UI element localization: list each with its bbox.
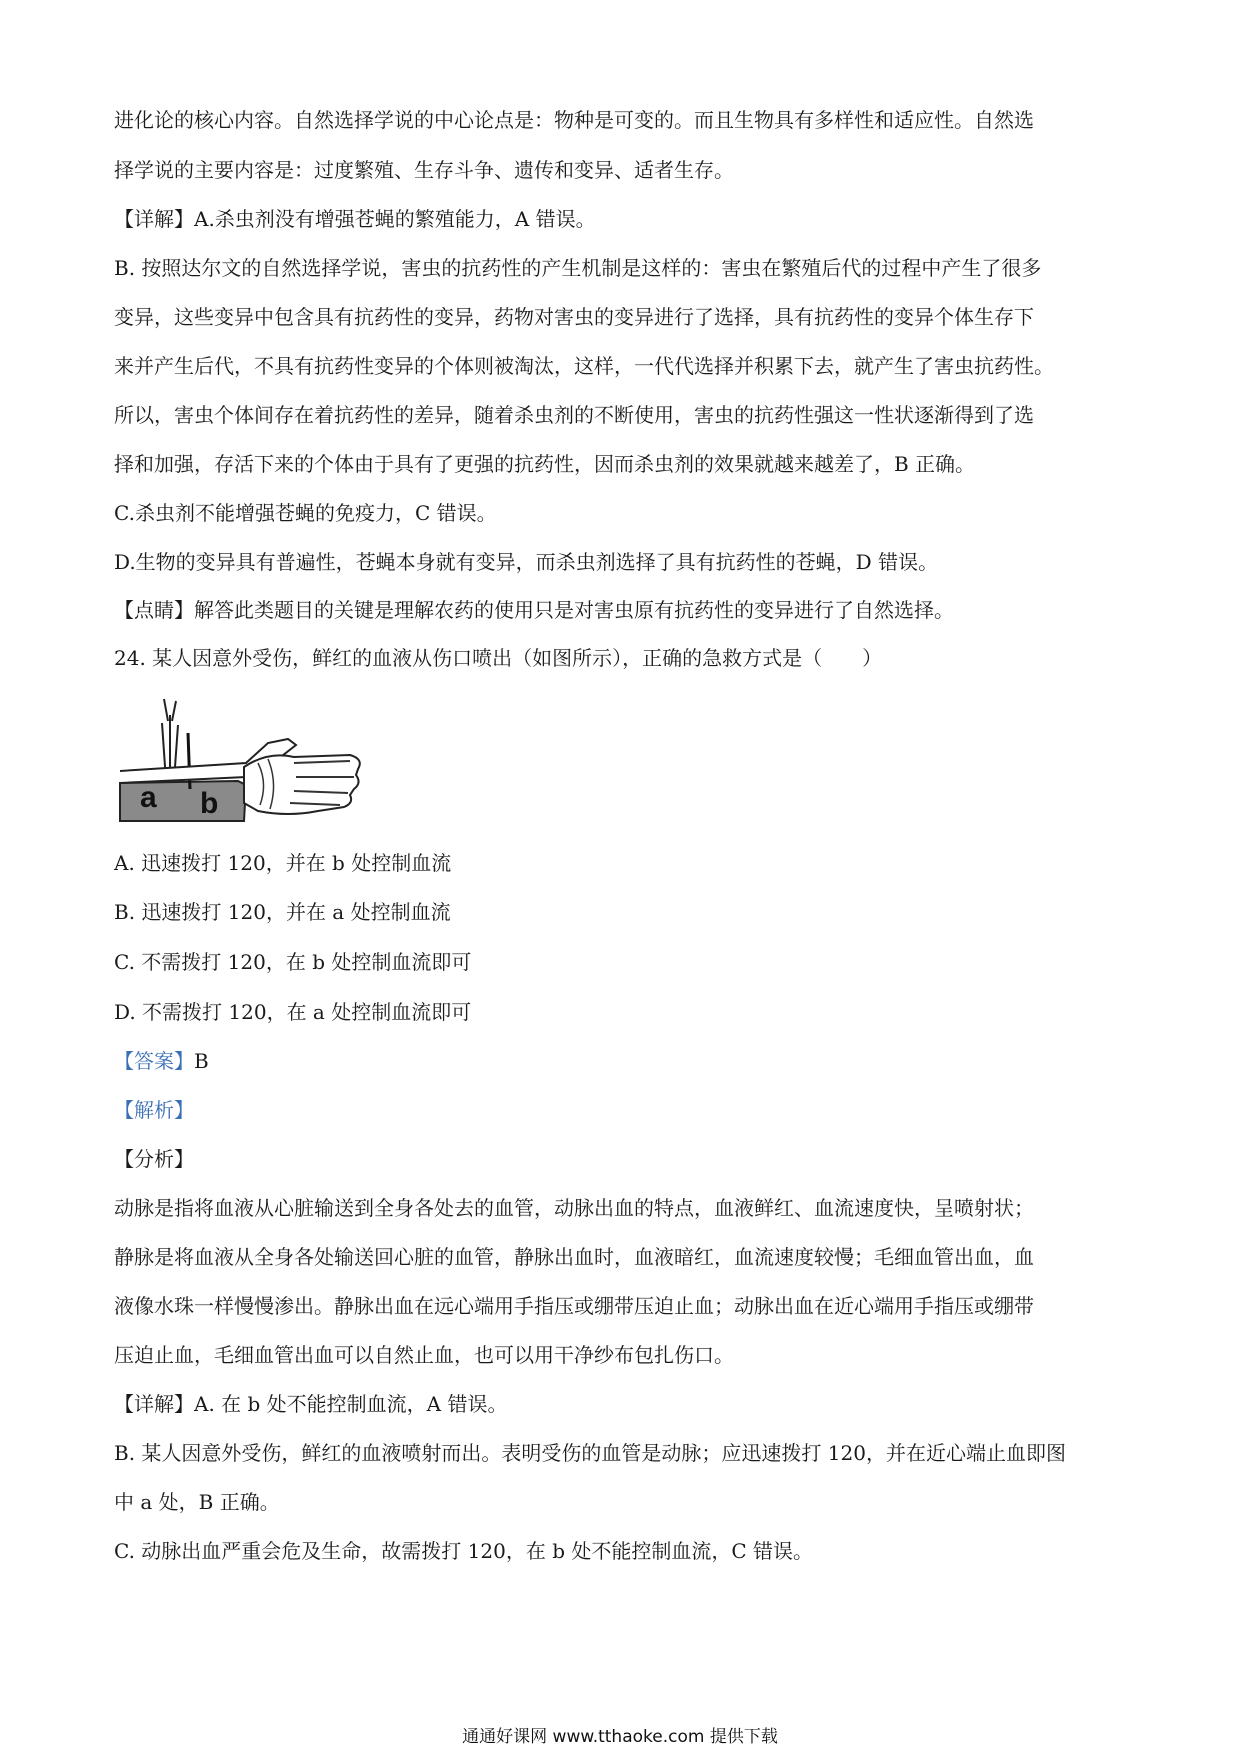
- analysis-line: 液像水珠一样慢慢渗出。静脉出血在远心端用手指压或绷带压迫止血；动脉出血在近心端用手指压或绷带: [114, 1294, 1034, 1318]
- answer-tag: 【答案】: [114, 1049, 194, 1073]
- text-line: 【点睛】解答此类题目的关键是理解农药的使用只是对害虫原有抗药性的变异进行了自然选择。: [114, 598, 954, 622]
- label-b: b: [200, 787, 219, 820]
- answer-value: B: [194, 1049, 209, 1073]
- arm-shading: [120, 781, 246, 821]
- text-line: 来并产生后代，不具有抗药性变异的个体则被淘汰，这样，一代代选择并积累下去，就产生了害虫抗药性。: [114, 354, 1054, 378]
- detail-line: 中 a 处，B 正确。: [114, 1490, 280, 1514]
- text-line: C.杀虫剂不能增强苍蝇的免疫力，C 错误。: [114, 501, 497, 525]
- analysis-line: 静脉是将血液从全身各处输送回心脏的血管，静脉出血时，血液暗红，血流速度较慢；毛细血管出血，血: [114, 1245, 1034, 1269]
- analysis-tag: 【解析】: [114, 1098, 194, 1122]
- text-line: B. 按照达尔文的自然选择学说，害虫的抗药性的产生机制是这样的：害虫在繁殖后代的过程中产生了很多: [114, 256, 1042, 280]
- detail-line: B. 某人因意外受伤，鲜红的血液喷射而出。表明受伤的血管是动脉；应迅速拨打 120，并在近心端止血即图: [114, 1441, 1066, 1465]
- option-d: D. 不需拨打 120，在 a 处控制血流即可: [114, 1000, 472, 1024]
- analysis-line: 压迫止血，毛细血管出血可以自然止血，也可以用干净纱布包扎伤口。: [114, 1343, 734, 1367]
- detail-line: C. 动脉出血严重会危及生命，故需拨打 120，在 b 处不能控制血流，C 错误。: [114, 1539, 814, 1563]
- text-line: 变异，这些变异中包含具有抗药性的变异，药物对害虫的变异进行了选择，具有抗药性的变异个体生存下: [114, 305, 1034, 329]
- text-line: 择学说的主要内容是：过度繁殖、生存斗争、遗传和变异、适者生存。: [114, 158, 734, 182]
- page-footer: 通通好课网 www.tthaoke.com 提供下载: [462, 1727, 778, 1747]
- option-c: C. 不需拨打 120，在 b 处控制血流即可: [114, 950, 472, 974]
- fenxi-tag: 【分析】: [114, 1147, 194, 1171]
- text-line: D.生物的变异具有普遍性，苍蝇本身就有变异，而杀虫剂选择了具有抗药性的苍蝇，D 错误。: [114, 550, 939, 574]
- answer-line: [114, 1051, 1124, 1071]
- option-b: B. 迅速拨打 120，并在 a 处控制血流: [114, 900, 451, 924]
- text-line: 所以，害虫个体间存在着抗药性的差异，随着杀虫剂的不断使用，害虫的抗药性强这一性状逐渐得到了选: [114, 403, 1034, 427]
- label-a: a: [140, 781, 157, 814]
- text-line: 择和加强，存活下来的个体由于具有了更强的抗药性，因而杀虫剂的效果就越来越差了，B 正确。: [114, 452, 976, 476]
- wound-hand-figure: [118, 693, 366, 823]
- detail-line: 【详解】A. 在 b 处不能控制血流，A 错误。: [114, 1392, 508, 1416]
- question-24-stem: 24. 某人因意外受伤，鲜红的血液从伤口喷出（如图所示），正确的急救方式是（ ）: [114, 646, 883, 670]
- analysis-line: 动脉是指将血液从心脏输送到全身各处去的血管，动脉出血的特点，血液鲜红、血流速度快，呈喷射状；: [114, 1196, 1034, 1220]
- text-line: 进化论的核心内容。自然选择学说的中心论点是：物种是可变的。而且生物具有多样性和适应性。自然选: [114, 108, 1034, 132]
- text-line: 【详解】A.杀虫剂没有增强苍蝇的繁殖能力，A 错误。: [114, 207, 596, 231]
- hand: [244, 755, 360, 814]
- option-a: A. 迅速拨打 120，并在 b 处控制血流: [114, 851, 452, 875]
